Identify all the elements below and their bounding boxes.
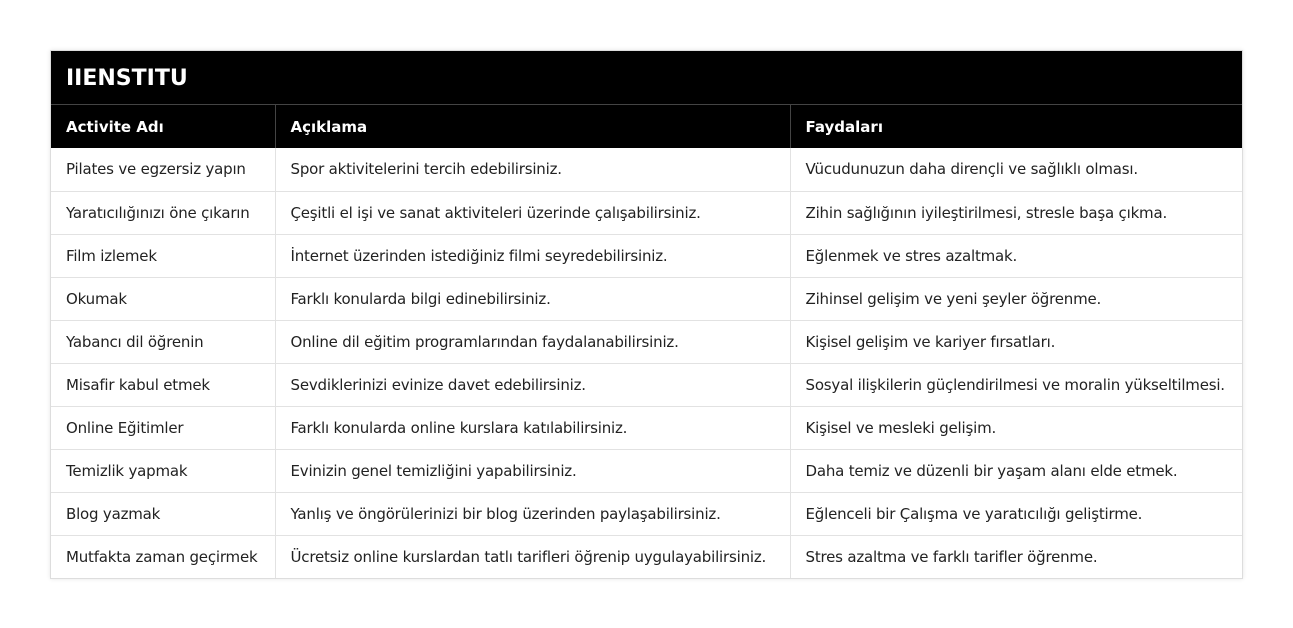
cell-description: Çeşitli el işi ve sanat aktiviteleri üzerinde çalışabilirsiniz.	[275, 191, 790, 234]
cell-activity: Pilates ve egzersiz yapın	[51, 148, 275, 191]
cell-activity: Temizlik yapmak	[51, 449, 275, 492]
cell-activity: Blog yazmak	[51, 492, 275, 535]
cell-benefits: Eğlenceli bir Çalışma ve yaratıcılığı geliştirme.	[790, 492, 1242, 535]
activities-table-container	[50, 50, 1243, 579]
table-row	[51, 406, 1242, 449]
cell-benefits: Vücudunuzun daha dirençli ve sağlıklı olması.	[805, 160, 1138, 179]
table-row	[51, 320, 1242, 363]
cell-description: Farklı konularda online kurslara katılabilirsiniz.	[275, 406, 790, 449]
cell-benefits: Zihin sağlığının iyileştirilmesi, stresle başa çıkma.	[790, 191, 1242, 234]
activities-table	[51, 105, 1242, 578]
table-row	[51, 191, 1242, 234]
column-header-description: Açıklama	[275, 105, 790, 148]
cell-description: Spor aktivitelerini tercih edebilirsiniz.	[275, 148, 790, 191]
cell-benefits: Eğlenmek ve stres azaltmak.	[790, 234, 1242, 277]
cell-description: Yanlış ve öngörülerinizi bir blog üzerinden paylaşabilirsiniz.	[275, 492, 790, 535]
column-header-activity: Activite Adı	[51, 105, 275, 148]
table-row	[51, 148, 1242, 191]
table-row	[51, 234, 1242, 277]
cell-description: Online dil eğitim programlarından faydalanabilirsiniz.	[275, 320, 790, 363]
cell-description: Ücretsiz online kurslardan tatlı tarifleri öğrenip uygulayabilirsiniz.	[275, 535, 790, 578]
cell-description: Sevdiklerinizi evinize davet edebilirsiniz.	[275, 363, 790, 406]
table-row	[51, 277, 1242, 320]
column-header-benefits: Faydaları	[790, 105, 1242, 148]
cell-benefits: Kişisel gelişim ve kariyer fırsatları.	[790, 320, 1242, 363]
cell-description: İnternet üzerinden istediğiniz filmi seyredebilirsiniz.	[275, 234, 790, 277]
table-title: IIENSTITU	[51, 51, 1242, 105]
table-header	[51, 105, 1242, 148]
header-row	[51, 105, 1242, 148]
cell-activity: Online Eğitimler	[51, 406, 275, 449]
cell-activity: Mutfakta zaman geçirmek	[51, 535, 275, 578]
cell-benefits: Sosyal ilişkilerin güçlendirilmesi ve moralin yükseltilmesi.	[790, 363, 1242, 406]
cell-description: Evinizin genel temizliğini yapabilirsiniz.	[275, 449, 790, 492]
cell-benefits: Zihinsel gelişim ve yeni şeyler öğrenme.	[790, 277, 1242, 320]
cell-activity: Yaratıcılığınızı öne çıkarın	[51, 191, 275, 234]
table-row	[51, 449, 1242, 492]
table-row	[51, 363, 1242, 406]
cell-activity: Film izlemek	[51, 234, 275, 277]
cell-activity: Yabancı dil öğrenin	[51, 320, 275, 363]
cell-benefits: Stres azaltma ve farklı tarifler öğrenme.	[790, 535, 1242, 578]
table-body	[51, 148, 1242, 578]
cell-description: Farklı konularda bilgi edinebilirsiniz.	[275, 277, 790, 320]
table-row	[51, 535, 1242, 578]
cell-benefits: Daha temiz ve düzenli bir yaşam alanı elde etmek.	[790, 449, 1242, 492]
cell-activity: Okumak	[51, 277, 275, 320]
cell-benefits: Kişisel ve mesleki gelişim.	[790, 406, 1242, 449]
table-row	[51, 492, 1242, 535]
cell-activity: Misafir kabul etmek	[51, 363, 275, 406]
